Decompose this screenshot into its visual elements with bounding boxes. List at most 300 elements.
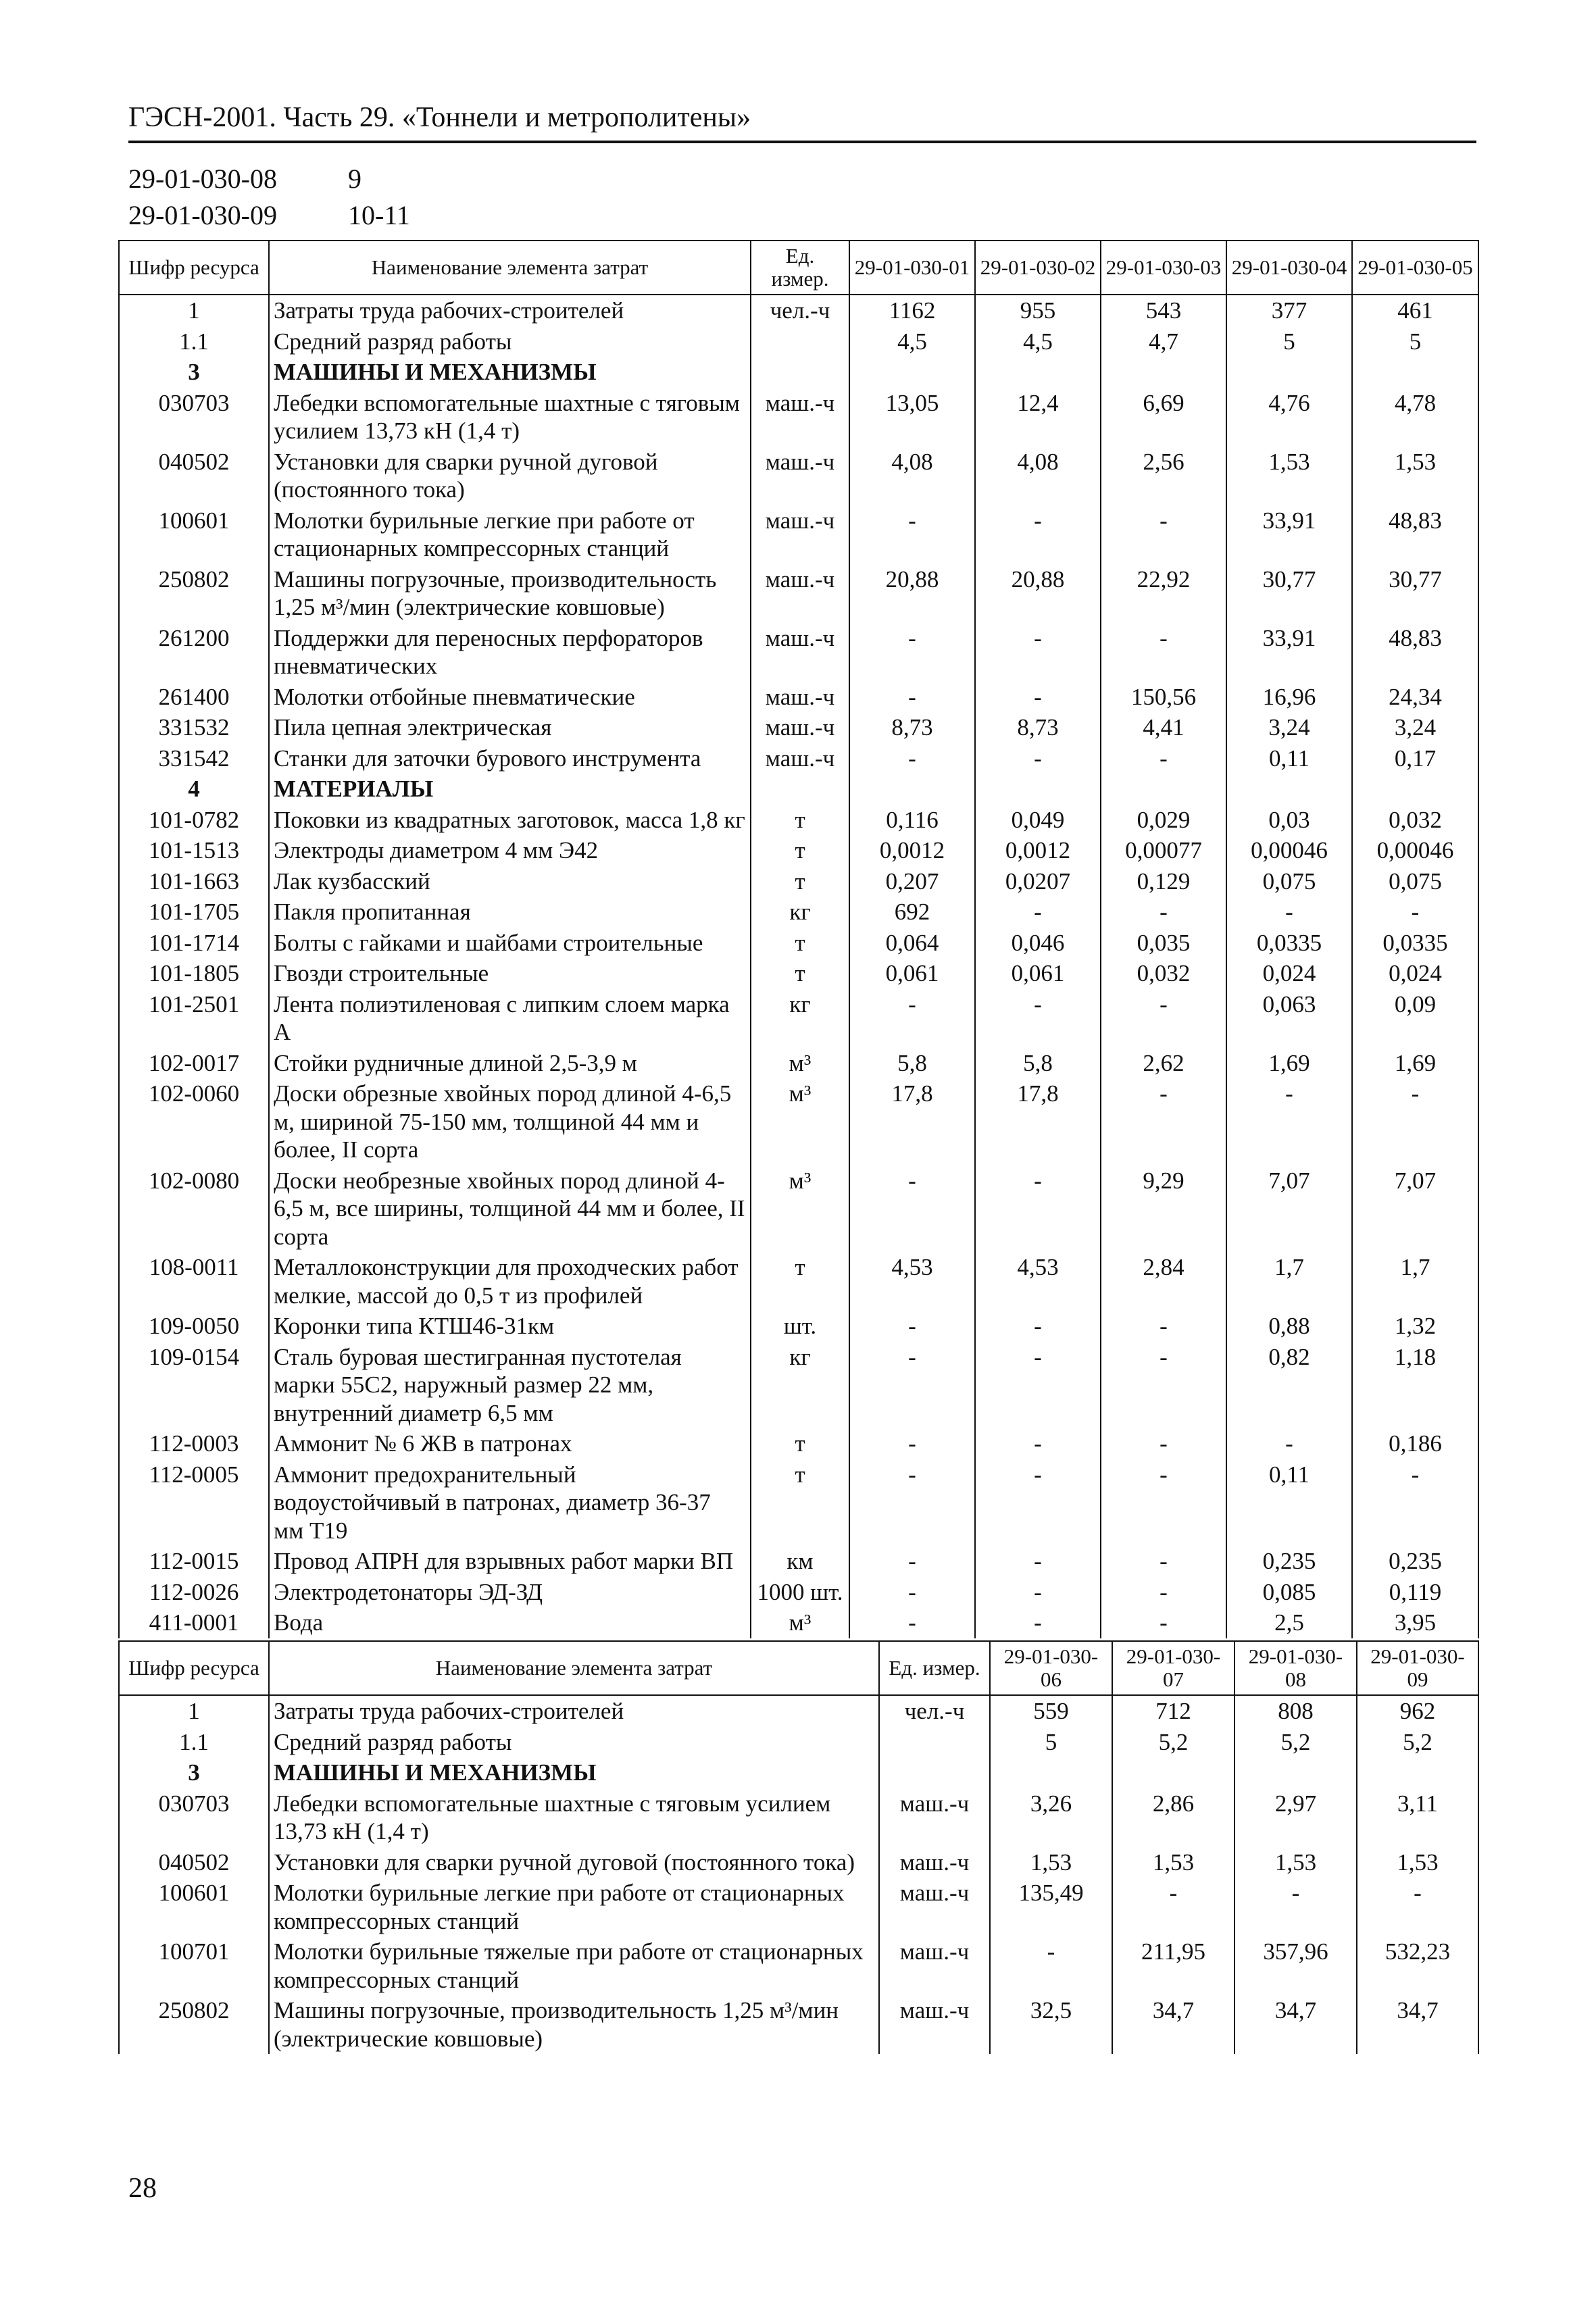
norm-value-cell: 0,029 [1101,805,1226,836]
cost-element-name-cell: Пила цепная электрическая [269,712,751,743]
cost-element-name-cell: Лебедки вспомогательные шахтные с тяговым усилием 13,73 кН (1,4 т) [269,1788,879,1847]
table-row [119,1878,1478,1936]
norm-value-cell: 559 [990,1695,1112,1727]
norm-value-cell: 1,7 [1226,1252,1352,1311]
unit-cell: шт. [751,1311,849,1342]
resource-code-cell: 112-0015 [119,1546,269,1577]
norm-value-cell: 0,024 [1226,958,1352,989]
norm-value-cell: 0,00046 [1226,835,1352,866]
cost-element-name-cell: Электродетонаторы ЭД-ЗД [269,1577,751,1608]
table-row [119,1577,1478,1608]
norm-value-cell: 0,186 [1352,1428,1478,1459]
norm-value-cell: - [849,1577,975,1608]
norm-value-cell: 17,8 [975,1078,1101,1165]
norm-value-cell: 8,73 [975,712,1101,743]
cost-element-name-cell: Лак кузбасский [269,866,751,897]
norm-value-cell: 0,085 [1226,1577,1352,1608]
norm-value-cell: 0,11 [1226,743,1352,774]
resource-code-cell: 101-1513 [119,835,269,866]
norm-value-cell: - [975,989,1101,1048]
norm-value-cell: 2,84 [1101,1252,1226,1311]
norm-value-cell: 955 [975,295,1101,326]
norm-value-cell: - [1101,1577,1226,1608]
unit-cell: м³ [751,1048,849,1079]
norm-value-cell: - [975,1342,1101,1429]
norm-value-cell: 377 [1226,295,1352,326]
norm-value-cell: 12,4 [975,388,1101,447]
norm-value-cell: 2,5 [1226,1607,1352,1638]
norm-value-cell: 4,5 [975,326,1101,357]
norm-value-cell: 5 [1352,326,1478,357]
norm-value-cell: - [1101,1459,1226,1546]
unit-cell: м³ [751,1165,849,1253]
column-header-norm: 29-01-030-08 [1235,1641,1357,1695]
unit-cell: т [751,958,849,989]
norm-value-cell: 24,34 [1352,682,1478,713]
norm-value-cell: - [1226,1078,1352,1165]
norm-value-cell: 0,0335 [1352,928,1478,959]
resource-code-cell: 040502 [119,447,269,505]
unit-cell: т [751,928,849,959]
resource-code-cell: 331532 [119,712,269,743]
cost-element-name-cell: Установки для сварки ручной дуговой (постоянного тока) [269,1847,879,1878]
table-row [119,1546,1478,1577]
unit-cell: т [751,1459,849,1546]
resource-code-cell: 108-0011 [119,1252,269,1311]
resource-table-1 [118,240,1479,1638]
norm-value-cell: 2,56 [1101,447,1226,505]
norm-value-cell: 150,56 [1101,682,1226,713]
resource-code-cell: 109-0154 [119,1342,269,1429]
cost-element-name-cell: Болты с гайками и шайбами строительные [269,928,751,959]
norm-value-cell: 0,116 [849,805,975,836]
norm-value-cell: - [1235,1878,1357,1936]
unit-cell: кг [751,897,849,928]
norm-value-cell: - [849,1165,975,1253]
table-row [119,682,1478,713]
norm-value-cell: 1,18 [1352,1342,1478,1429]
table-row [119,1165,1478,1253]
norm-value-cell [975,357,1101,388]
norm-value-cell: 48,83 [1352,623,1478,682]
table-row [119,1428,1478,1459]
norm-value-cell: 5 [1226,326,1352,357]
norm-value-cell: 4,53 [975,1252,1101,1311]
column-header-code: Шифр ресурса [119,241,269,295]
norm-value-cell: 0,049 [975,805,1101,836]
unit-cell: маш.-ч [751,564,849,623]
norm-value-cell: 6,69 [1101,388,1226,447]
norm-value-cell: 1,69 [1226,1048,1352,1079]
norm-value-cell: 0,061 [975,958,1101,989]
resource-code-cell: 112-0026 [119,1577,269,1608]
norm-value-cell: - [849,1311,975,1342]
norm-value-cell: 2,86 [1112,1788,1235,1847]
unit-cell: маш.-ч [751,623,849,682]
cost-element-name-cell: Машины погрузочные, производительность 1,25 м³/мин (электрические ковшовые) [269,1995,879,2054]
norm-value-cell: - [1357,1878,1478,1936]
cost-element-name-cell: Аммонит № 6 ЖВ в патронах [269,1428,751,1459]
table-row [119,447,1478,505]
table-row [119,1078,1478,1165]
unit-cell: 1000 шт. [751,1577,849,1608]
norm-value-cell: 0,09 [1352,989,1478,1048]
norm-value-cell [849,774,975,805]
unit-cell: маш.-ч [751,712,849,743]
unit-cell: маш.-ч [751,388,849,447]
resource-code-cell: 4 [119,774,269,805]
resource-table-2 [118,1640,1479,2054]
norm-value-cell: 5,8 [975,1048,1101,1079]
norm-value-cell: 0,075 [1226,866,1352,897]
norm-value-cell: 461 [1352,295,1478,326]
resource-code-cell: 101-1663 [119,866,269,897]
norm-value-cell: 0,0335 [1226,928,1352,959]
norm-value-cell: 0,129 [1101,866,1226,897]
column-header-norm: 29-01-030-09 [1357,1641,1478,1695]
norm-value-cell [990,1757,1112,1788]
norm-value-cell: - [849,989,975,1048]
table-row [119,326,1478,357]
norm-value-cell: 4,5 [849,326,975,357]
norm-value-cell: - [1101,1311,1226,1342]
norm-value-cell: - [1101,1607,1226,1638]
norm-value-cell: 0,207 [849,866,975,897]
reference-value: 9 [348,164,361,194]
resource-code-cell: 102-0060 [119,1078,269,1165]
norm-value-cell: 692 [849,897,975,928]
norm-value-cell: 1,32 [1352,1311,1478,1342]
cost-element-name-cell: Вода [269,1607,751,1638]
norm-value-cell: 34,7 [1112,1995,1235,2054]
norm-value-cell: 712 [1112,1695,1235,1727]
resource-code-cell: 109-0050 [119,1311,269,1342]
reference-row [128,161,410,197]
resource-code-cell: 1 [119,1695,269,1727]
norm-value-cell [1352,774,1478,805]
cost-element-name-cell: Затраты труда рабочих-строителей [269,1695,879,1727]
table-row [119,805,1478,836]
table-row [119,774,1478,805]
norm-value-cell: 3,11 [1357,1788,1478,1847]
resource-code-cell: 101-2501 [119,989,269,1048]
cost-element-name-cell: Молотки отбойные пневматические [269,682,751,713]
resource-code-cell: 112-0005 [119,1459,269,1546]
norm-value-cell: - [1101,743,1226,774]
resource-code-cell: 1.1 [119,1727,269,1758]
norm-value-cell: 30,77 [1226,564,1352,623]
resource-code-cell: 100601 [119,1878,269,1936]
norm-value-cell: 4,76 [1226,388,1352,447]
norm-value-cell: 0,0012 [849,835,975,866]
norm-value-cell: 0,032 [1352,805,1478,836]
cost-element-name-cell: Затраты труда рабочих-строителей [269,295,751,326]
norm-value-cell: 5,8 [849,1048,975,1079]
norm-value-cell [849,357,975,388]
norm-value-cell: 3,26 [990,1788,1112,1847]
table-row [119,1936,1478,1995]
cost-element-name-cell: Коронки типа КТШ46-31км [269,1311,751,1342]
norm-value-cell: - [1226,1428,1352,1459]
norm-value-cell: 4,08 [849,447,975,505]
norm-value-cell: 1,53 [1352,447,1478,505]
table-row [119,712,1478,743]
norm-value-cell: 33,91 [1226,505,1352,564]
table-row [119,1607,1478,1638]
cost-element-name-cell: Поковки из квадратных заготовок, масса 1,8 кг [269,805,751,836]
reference-row [128,197,410,234]
norm-value-cell: 0,235 [1352,1546,1478,1577]
unit-cell: чел.-ч [751,295,849,326]
column-header-norm: 29-01-030-06 [990,1641,1112,1695]
unit-cell: маш.-ч [751,505,849,564]
table-row [119,958,1478,989]
cost-element-name-cell: МАТЕРИАЛЫ [269,774,751,805]
resource-code-cell: 3 [119,1757,269,1788]
norm-value-cell: - [975,1459,1101,1546]
norm-value-cell: - [975,743,1101,774]
norm-value-cell: 1,53 [1226,447,1352,505]
table-row [119,835,1478,866]
norm-value-cell: 2,62 [1101,1048,1226,1079]
unit-cell: км [751,1546,849,1577]
column-header-unit: Ед. измер. [751,241,849,295]
norm-value-cell: - [1112,1878,1235,1936]
cost-element-name-cell: Электроды диаметром 4 мм Э42 [269,835,751,866]
unit-cell: маш.-ч [751,743,849,774]
cost-element-name-cell: Молотки бурильные тяжелые при работе от стационарных компрессорных станций [269,1936,879,1995]
norm-value-cell: 5,2 [1357,1727,1478,1758]
norm-value-cell: 5,2 [1112,1727,1235,1758]
norm-value-cell: - [1101,897,1226,928]
norm-value-cell: 16,96 [1226,682,1352,713]
unit-cell [879,1727,990,1758]
norm-value-cell: 0,035 [1101,928,1226,959]
cost-element-name-cell: Лебедки вспомогательные шахтные с тяговым усилием 13,73 кН (1,4 т) [269,388,751,447]
cost-element-name-cell: Средний разряд работы [269,1727,879,1758]
resource-code-cell: 030703 [119,1788,269,1847]
unit-cell: маш.-ч [879,1788,990,1847]
norm-value-cell: 0,235 [1226,1546,1352,1577]
norm-value-cell: - [1352,897,1478,928]
norm-value-cell: 0,046 [975,928,1101,959]
cost-element-name-cell: Гвозди строительные [269,958,751,989]
norm-value-cell: - [975,623,1101,682]
norm-value-cell: - [1101,1428,1226,1459]
unit-cell: маш.-ч [879,1847,990,1878]
norm-value-cell: 5,2 [1235,1727,1357,1758]
norm-value-cell: 543 [1101,295,1226,326]
norm-value-cell: 135,49 [990,1878,1112,1936]
cost-element-name-cell: Средний разряд работы [269,326,751,357]
cost-element-name-cell: Провод АПРН для взрывных работ марки ВП [269,1546,751,1577]
unit-cell [751,357,849,388]
column-header-name: Наименование элемента затрат [269,241,751,295]
norm-value-cell: 0,063 [1226,989,1352,1048]
norm-value-cell: - [1101,989,1226,1048]
norm-value-cell [1112,1757,1235,1788]
norm-value-cell: 4,08 [975,447,1101,505]
norm-value-cell: 30,77 [1352,564,1478,623]
norm-value-cell: 32,5 [990,1995,1112,2054]
column-header-norm: 29-01-030-01 [849,241,975,295]
resource-code-cell: 101-1705 [119,897,269,928]
norm-value-cell: 0,064 [849,928,975,959]
norm-value-cell: 1,53 [1112,1847,1235,1878]
norm-value-cell: 4,41 [1101,712,1226,743]
unit-cell: м³ [751,1078,849,1165]
unit-cell [751,774,849,805]
norm-value-cell: - [849,1428,975,1459]
column-header-norm: 29-01-030-05 [1352,241,1478,295]
unit-cell: м³ [751,1607,849,1638]
norm-value-cell: - [975,1546,1101,1577]
norm-value-cell: 211,95 [1112,1936,1235,1995]
norm-value-cell: - [1101,1342,1226,1429]
unit-cell [879,1757,990,1788]
resource-code-cell: 250802 [119,1995,269,2054]
reference-code: 29-01-030-08 [128,164,277,194]
norm-value-cell [1101,357,1226,388]
page-number: 28 [128,2173,157,2204]
resource-code-cell: 101-1805 [119,958,269,989]
cost-element-name-cell: МАШИНЫ И МЕХАНИЗМЫ [269,1757,879,1788]
norm-value-cell: 0,075 [1352,866,1478,897]
norm-value-cell: 0,17 [1352,743,1478,774]
norm-value-cell: - [1352,1459,1478,1546]
table-row [119,295,1478,326]
reference-list [128,161,410,234]
column-header-norm: 29-01-030-03 [1101,241,1226,295]
norm-value-cell: - [990,1936,1112,1995]
table-row [119,743,1478,774]
column-header-norm: 29-01-030-02 [975,241,1101,295]
table-row [119,388,1478,447]
resource-code-cell: 102-0017 [119,1048,269,1079]
resource-code-cell: 030703 [119,388,269,447]
norm-value-cell: - [1352,1078,1478,1165]
norm-value-cell: 4,53 [849,1252,975,1311]
table-row [119,989,1478,1048]
norm-value-cell: - [849,1342,975,1429]
column-header-name: Наименование элемента затрат [269,1641,879,1695]
cost-element-name-cell: Станки для заточки бурового инструмента [269,743,751,774]
table-row [119,1459,1478,1546]
unit-cell: чел.-ч [879,1695,990,1727]
resource-code-cell: 261400 [119,682,269,713]
norm-value-cell: 962 [1357,1695,1478,1727]
norm-value-cell: - [975,897,1101,928]
unit-cell: маш.-ч [751,447,849,505]
norm-value-cell: - [1101,505,1226,564]
cost-element-name-cell: Машины погрузочные, производительность 1,25 м³/мин (электрические ковшовые) [269,564,751,623]
norm-value-cell: - [849,682,975,713]
norm-value-cell: 4,7 [1101,326,1226,357]
resource-code-cell: 100601 [119,505,269,564]
table-row [119,357,1478,388]
norm-value-cell: - [1101,623,1226,682]
table-body [119,1695,1478,2054]
resource-code-cell: 040502 [119,1847,269,1878]
norm-value-cell: 0,032 [1101,958,1226,989]
norm-value-cell: 1,53 [1235,1847,1357,1878]
table-row [119,1995,1478,2054]
norm-value-cell: 9,29 [1101,1165,1226,1253]
norm-value-cell: - [975,682,1101,713]
norm-value-cell: 13,05 [849,388,975,447]
cost-element-name-cell: МАШИНЫ И МЕХАНИЗМЫ [269,357,751,388]
resource-code-cell: 101-1714 [119,928,269,959]
norm-value-cell: 0,0207 [975,866,1101,897]
table-row [119,1695,1478,1727]
norm-value-cell: - [849,1546,975,1577]
resource-code-cell: 3 [119,357,269,388]
table-body [119,295,1478,1638]
unit-cell: кг [751,989,849,1048]
unit-cell: т [751,805,849,836]
norm-value-cell: 34,7 [1357,1995,1478,2054]
norm-value-cell: 1,69 [1352,1048,1478,1079]
norm-value-cell: 1162 [849,295,975,326]
table-row [119,623,1478,682]
norm-value-cell [1226,357,1352,388]
norm-value-cell: - [975,1428,1101,1459]
norm-value-cell: 0,0012 [975,835,1101,866]
norm-value-cell: 7,07 [1352,1165,1478,1253]
column-header-norm: 29-01-030-07 [1112,1641,1235,1695]
reference-code: 29-01-030-09 [128,200,277,230]
norm-value-cell: - [975,505,1101,564]
column-header-unit: Ед. измер. [879,1641,990,1695]
unit-cell: т [751,1252,849,1311]
table-row [119,1788,1478,1847]
reference-value: 10-11 [348,200,410,230]
norm-value-cell: - [1226,897,1352,928]
resource-code-cell: 102-0080 [119,1165,269,1253]
table-header-row [119,241,1478,295]
norm-value-cell: - [849,505,975,564]
norm-value-cell: - [1101,1546,1226,1577]
norm-value-cell: 0,061 [849,958,975,989]
column-header-norm: 29-01-030-04 [1226,241,1352,295]
cost-element-name-cell: Лента полиэтиленовая с липким слоем марка А [269,989,751,1048]
cost-element-name-cell: Установки для сварки ручной дуговой (постоянного тока) [269,447,751,505]
unit-cell: т [751,1428,849,1459]
resource-code-cell: 101-0782 [119,805,269,836]
norm-value-cell: 808 [1235,1695,1357,1727]
norm-value-cell: - [1101,1078,1226,1165]
norm-value-cell: 1,53 [990,1847,1112,1878]
table-row [119,564,1478,623]
norm-value-cell: 0,11 [1226,1459,1352,1546]
norm-value-cell: - [975,1577,1101,1608]
resource-code-cell: 112-0003 [119,1428,269,1459]
cost-element-name-cell: Металлоконструкции для проходческих работ мелкие, массой до 0,5 т из профилей [269,1252,751,1311]
norm-value-cell: 8,73 [849,712,975,743]
norm-value-cell: 0,03 [1226,805,1352,836]
resource-code-cell: 1 [119,295,269,326]
norm-value-cell: 1,53 [1357,1847,1478,1878]
column-header-code: Шифр ресурса [119,1641,269,1695]
norm-value-cell: - [849,623,975,682]
norm-value-cell: 1,7 [1352,1252,1478,1311]
norm-value-cell: 0,88 [1226,1311,1352,1342]
norm-value-cell: - [975,1165,1101,1253]
norm-value-cell: 0,00046 [1352,835,1478,866]
resource-code-cell: 250802 [119,564,269,623]
norm-value-cell: 2,97 [1235,1788,1357,1847]
norm-value-cell: - [975,1607,1101,1638]
